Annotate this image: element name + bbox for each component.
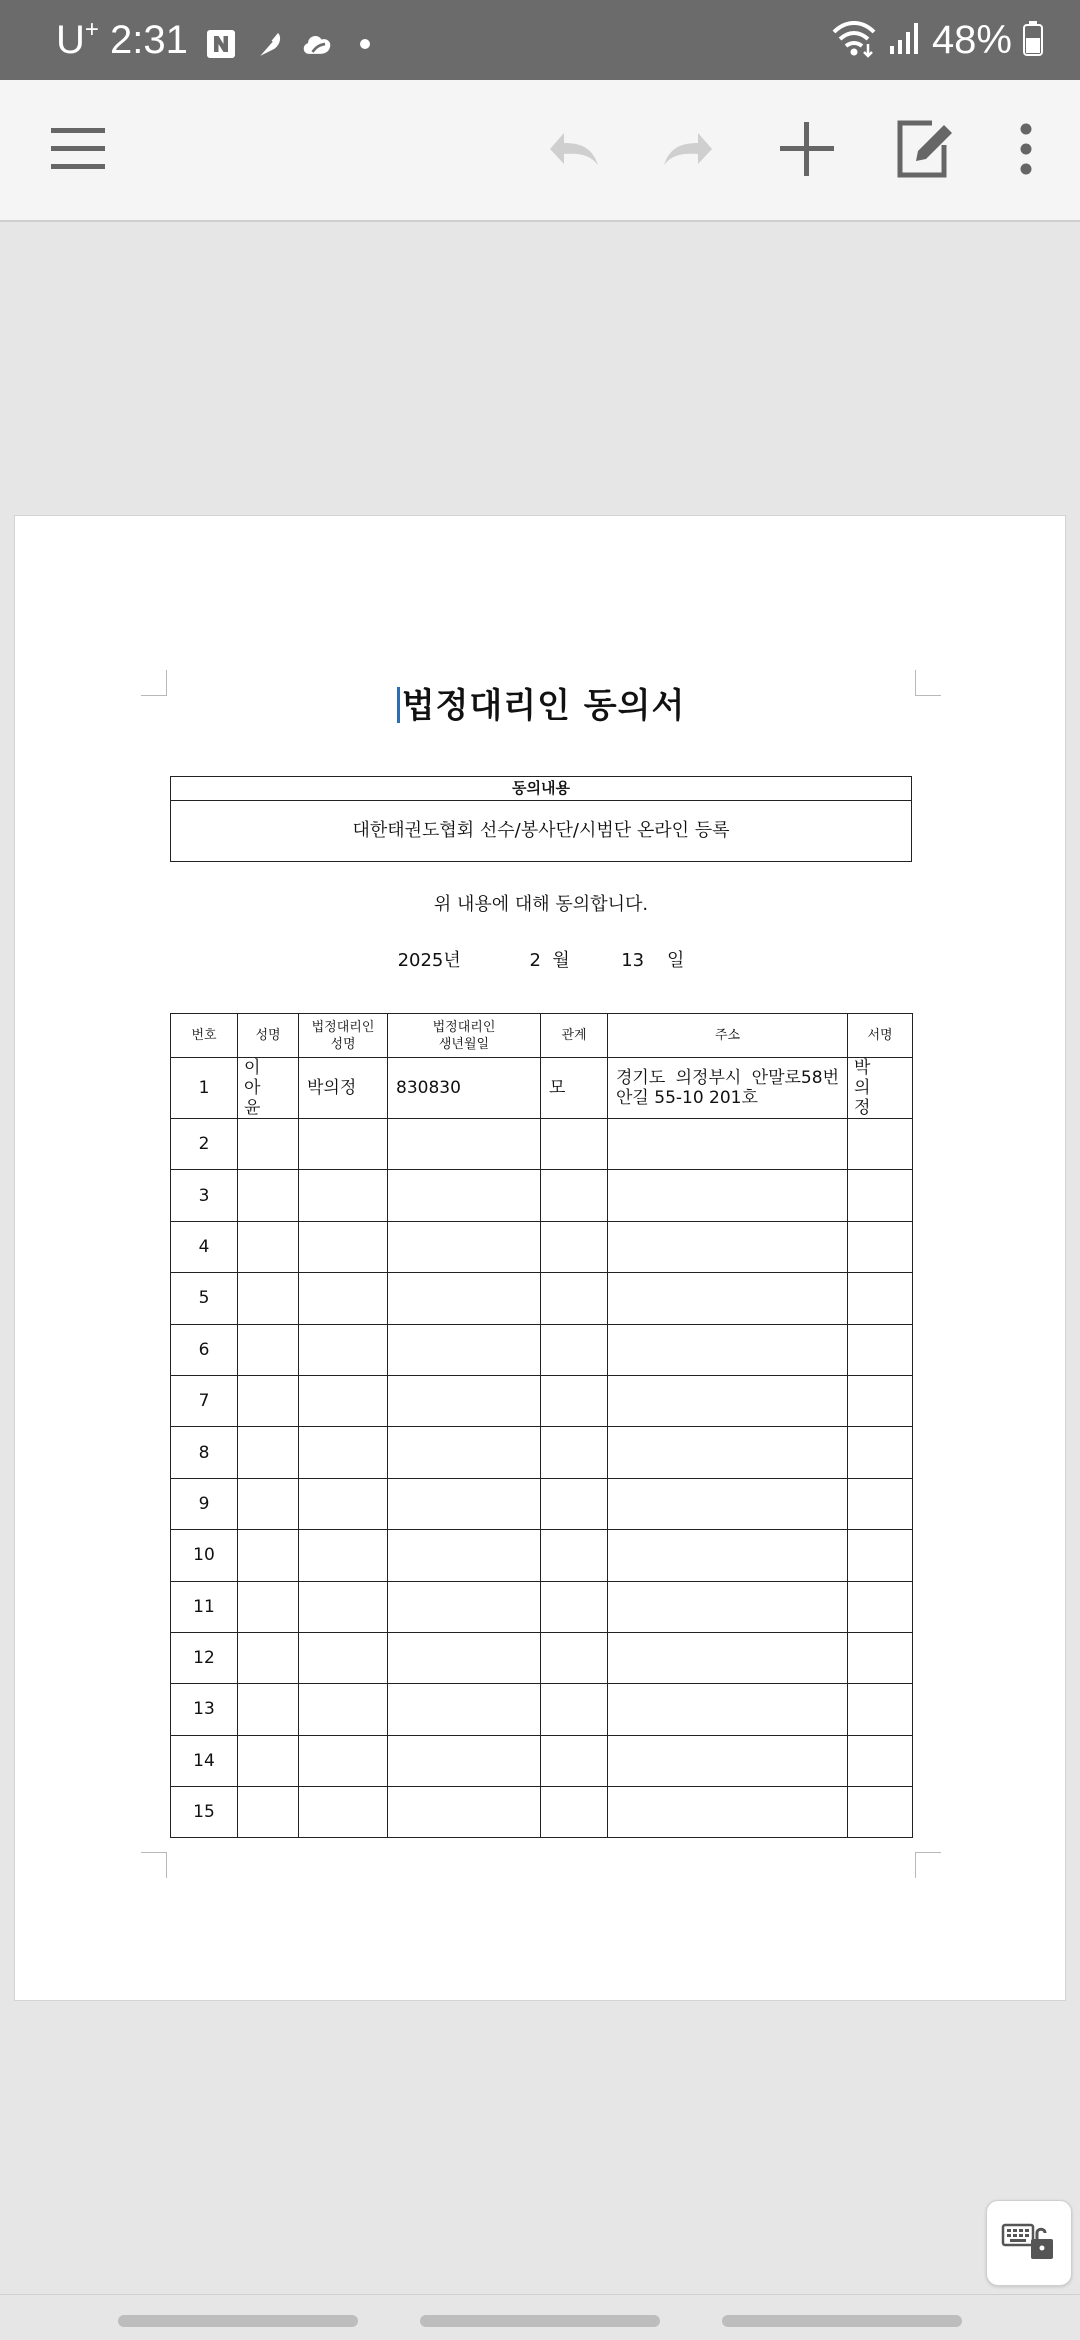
cell-address[interactable] — [608, 1581, 848, 1632]
table-row — [171, 1221, 913, 1272]
cell-relation[interactable] — [541, 1324, 608, 1375]
cell-signature[interactable] — [848, 1787, 913, 1838]
edit-icon — [892, 117, 956, 185]
cell-guardian-name[interactable] — [299, 1478, 388, 1529]
cell-guardian-birth[interactable] — [388, 1375, 541, 1426]
cell-address[interactable]: 경기도 의정부시 안말로58번안길 55-10 201호 — [608, 1058, 848, 1119]
cell-name[interactable]: 이 아 윤 — [238, 1058, 299, 1119]
cell-guardian-name[interactable] — [299, 1632, 388, 1683]
cell-no[interactable]: 4 — [171, 1221, 238, 1272]
cell-relation[interactable] — [541, 1787, 608, 1838]
wifi-icon — [830, 18, 878, 62]
cell-address[interactable] — [608, 1787, 848, 1838]
keyboard-lock-icon — [1001, 2219, 1057, 2267]
cell-no[interactable]: 11 — [171, 1581, 238, 1632]
cell-no[interactable]: 13 — [171, 1684, 238, 1735]
cell-address[interactable] — [608, 1684, 848, 1735]
header-guardian-birth: 법정대리인 생년월일 — [388, 1014, 541, 1058]
cell-guardian-birth[interactable] — [388, 1581, 541, 1632]
cell-name[interactable] — [238, 1478, 299, 1529]
date-line: 2025년 2 월 13 일 — [397, 950, 685, 971]
agree-statement: 위 내용에 대해 동의합니다. — [433, 894, 649, 915]
cell-guardian-name[interactable] — [299, 1427, 388, 1478]
cell-guardian-birth[interactable]: 830830 — [388, 1058, 541, 1119]
table-row — [171, 1324, 913, 1375]
header-relation: 관계 — [541, 1014, 608, 1058]
header-guardian-name: 법정대리인 성명 — [299, 1014, 388, 1058]
cell-guardian-birth[interactable] — [388, 1735, 541, 1786]
cell-guardian-name[interactable] — [299, 1735, 388, 1786]
cell-signature[interactable] — [848, 1221, 913, 1272]
cell-no[interactable]: 10 — [171, 1530, 238, 1581]
cell-guardian-birth[interactable] — [388, 1530, 541, 1581]
table-row — [171, 1530, 913, 1581]
table-row — [171, 1058, 913, 1119]
add-icon — [778, 120, 836, 182]
cell-address[interactable] — [608, 1375, 848, 1426]
cell-name[interactable] — [238, 1427, 299, 1478]
cell-signature[interactable] — [848, 1273, 913, 1324]
cell-no[interactable]: 15 — [171, 1787, 238, 1838]
cell-signature[interactable] — [848, 1119, 913, 1170]
cell-name[interactable] — [238, 1632, 299, 1683]
table-row — [171, 1478, 913, 1529]
document-toolbar — [0, 80, 1080, 222]
cell-name[interactable] — [238, 1684, 299, 1735]
cell-address[interactable] — [608, 1478, 848, 1529]
cell-no[interactable]: 6 — [171, 1324, 238, 1375]
header-no: 번호 — [171, 1014, 238, 1058]
cell-name[interactable] — [238, 1530, 299, 1581]
cell-signature[interactable] — [848, 1427, 913, 1478]
carrier-label: U+ — [56, 16, 99, 62]
consent-header: 동의내용 — [171, 777, 911, 801]
cell-signature[interactable] — [848, 1530, 913, 1581]
cell-relation[interactable] — [541, 1221, 608, 1272]
text-cursor — [397, 687, 400, 723]
signature-table[interactable] — [170, 1013, 913, 1838]
table-row — [171, 1375, 913, 1426]
cell-no[interactable]: 2 — [171, 1119, 238, 1170]
cell-guardian-birth[interactable] — [388, 1787, 541, 1838]
cell-name[interactable] — [238, 1273, 299, 1324]
notification-icons — [204, 24, 382, 64]
nav-home-button[interactable] — [420, 2315, 660, 2327]
cell-guardian-birth[interactable] — [388, 1273, 541, 1324]
cell-no[interactable]: 9 — [171, 1478, 238, 1529]
cell-address[interactable] — [608, 1119, 848, 1170]
cell-relation[interactable] — [541, 1273, 608, 1324]
cell-relation[interactable] — [541, 1478, 608, 1529]
naver-icon — [204, 27, 238, 61]
cell-signature[interactable]: 박 의 정 — [848, 1058, 913, 1119]
cell-no[interactable]: 3 — [171, 1170, 238, 1221]
cell-signature[interactable] — [848, 1735, 913, 1786]
cell-guardian-birth[interactable] — [388, 1221, 541, 1272]
battery-icon — [1022, 20, 1044, 60]
cell-relation[interactable] — [541, 1427, 608, 1478]
cell-address[interactable] — [608, 1530, 848, 1581]
cell-guardian-name[interactable] — [299, 1221, 388, 1272]
cell-name[interactable] — [238, 1735, 299, 1786]
cell-address[interactable] — [608, 1324, 848, 1375]
cell-guardian-name[interactable] — [299, 1375, 388, 1426]
cell-no[interactable]: 1 — [171, 1058, 238, 1119]
cell-guardian-birth[interactable] — [388, 1119, 541, 1170]
cell-name[interactable] — [238, 1787, 299, 1838]
cell-guardian-birth[interactable] — [388, 1684, 541, 1735]
document-page[interactable] — [14, 515, 1066, 2001]
cell-relation[interactable] — [541, 1530, 608, 1581]
status-bar — [0, 0, 1080, 80]
cell-guardian-birth[interactable] — [388, 1427, 541, 1478]
cell-address[interactable] — [608, 1735, 848, 1786]
cell-guardian-name[interactable] — [299, 1324, 388, 1375]
header-address: 주소 — [608, 1014, 848, 1058]
battery-percent: 48% — [931, 18, 1012, 62]
cell-name[interactable] — [238, 1119, 299, 1170]
document-title[interactable]: 법정대리인 동의서 — [15, 684, 1067, 728]
menu-button[interactable] — [38, 111, 118, 191]
cell-name[interactable] — [238, 1170, 299, 1221]
cell-signature[interactable] — [848, 1632, 913, 1683]
cell-signature[interactable] — [848, 1478, 913, 1529]
table-row — [171, 1632, 913, 1683]
cell-guardian-birth[interactable] — [388, 1478, 541, 1529]
crop-mark-bottom-left — [141, 1852, 167, 1878]
redo-icon — [660, 127, 720, 175]
more-icon — [1018, 123, 1034, 179]
cell-guardian-name[interactable] — [299, 1119, 388, 1170]
undo-icon — [542, 127, 602, 175]
cell-relation[interactable] — [541, 1632, 608, 1683]
add-button[interactable] — [767, 111, 847, 191]
cell-signature[interactable] — [848, 1324, 913, 1375]
cell-no[interactable]: 14 — [171, 1735, 238, 1786]
cell-guardian-name[interactable] — [299, 1684, 388, 1735]
cell-guardian-name[interactable] — [299, 1273, 388, 1324]
cell-no[interactable]: 8 — [171, 1427, 238, 1478]
cell-guardian-birth[interactable] — [388, 1324, 541, 1375]
system-navigation-bar — [0, 2294, 1080, 2340]
redo-button[interactable] — [650, 111, 730, 191]
cell-address[interactable] — [608, 1273, 848, 1324]
table-row — [171, 1273, 913, 1324]
crop-mark-bottom-right — [915, 1852, 941, 1878]
signal-icon — [888, 20, 922, 60]
cell-relation[interactable] — [541, 1375, 608, 1426]
menu-icon — [49, 125, 107, 177]
cell-no[interactable]: 12 — [171, 1632, 238, 1683]
cell-signature[interactable] — [848, 1581, 913, 1632]
cell-address[interactable] — [608, 1170, 848, 1221]
nav-recent-button[interactable] — [118, 2315, 358, 2327]
cell-no[interactable]: 7 — [171, 1375, 238, 1426]
header-name: 성명 — [238, 1014, 299, 1058]
cell-relation[interactable] — [541, 1581, 608, 1632]
cell-name[interactable] — [238, 1581, 299, 1632]
feather-icon — [252, 27, 286, 61]
cell-signature[interactable] — [848, 1170, 913, 1221]
cell-address[interactable] — [608, 1221, 848, 1272]
cell-relation[interactable] — [541, 1684, 608, 1735]
keyboard-lock-button[interactable] — [986, 2200, 1072, 2286]
header-signature: 서명 — [848, 1014, 913, 1058]
cell-relation[interactable] — [541, 1170, 608, 1221]
cloud-icon — [300, 27, 334, 61]
cell-guardian-name[interactable] — [299, 1170, 388, 1221]
cell-address[interactable] — [608, 1427, 848, 1478]
cell-name[interactable] — [238, 1221, 299, 1272]
status-time: 2:31 — [110, 18, 188, 62]
table-row — [171, 1427, 913, 1478]
cell-relation[interactable] — [541, 1735, 608, 1786]
status-right — [830, 18, 1044, 62]
cell-name[interactable] — [238, 1324, 299, 1375]
edit-button[interactable] — [884, 111, 964, 191]
cell-name[interactable] — [238, 1375, 299, 1426]
cell-guardian-birth[interactable] — [388, 1632, 541, 1683]
consent-body: 대한태권도협회 선수/봉사단/시범단 온라인 등록 — [352, 820, 730, 841]
table-row — [171, 1119, 913, 1170]
table-row — [171, 1735, 913, 1786]
nav-back-button[interactable] — [722, 2315, 962, 2327]
more-options-button[interactable] — [986, 111, 1066, 191]
cell-relation[interactable] — [541, 1119, 608, 1170]
cell-no[interactable]: 5 — [171, 1273, 238, 1324]
cell-guardian-birth[interactable] — [388, 1170, 541, 1221]
table-header-row — [171, 1014, 913, 1058]
cell-guardian-name[interactable] — [299, 1530, 388, 1581]
dot-icon — [348, 27, 382, 61]
table-row — [171, 1787, 913, 1838]
cell-guardian-name[interactable]: 박의정 — [299, 1058, 388, 1119]
table-row — [171, 1684, 913, 1735]
cell-signature[interactable] — [848, 1375, 913, 1426]
cell-relation[interactable]: 모 — [541, 1058, 608, 1119]
undo-button[interactable] — [532, 111, 612, 191]
cell-address[interactable] — [608, 1632, 848, 1683]
table-row — [171, 1581, 913, 1632]
cell-signature[interactable] — [848, 1684, 913, 1735]
cell-guardian-name[interactable] — [299, 1581, 388, 1632]
table-row — [171, 1170, 913, 1221]
consent-box[interactable] — [170, 776, 912, 862]
cell-guardian-name[interactable] — [299, 1787, 388, 1838]
